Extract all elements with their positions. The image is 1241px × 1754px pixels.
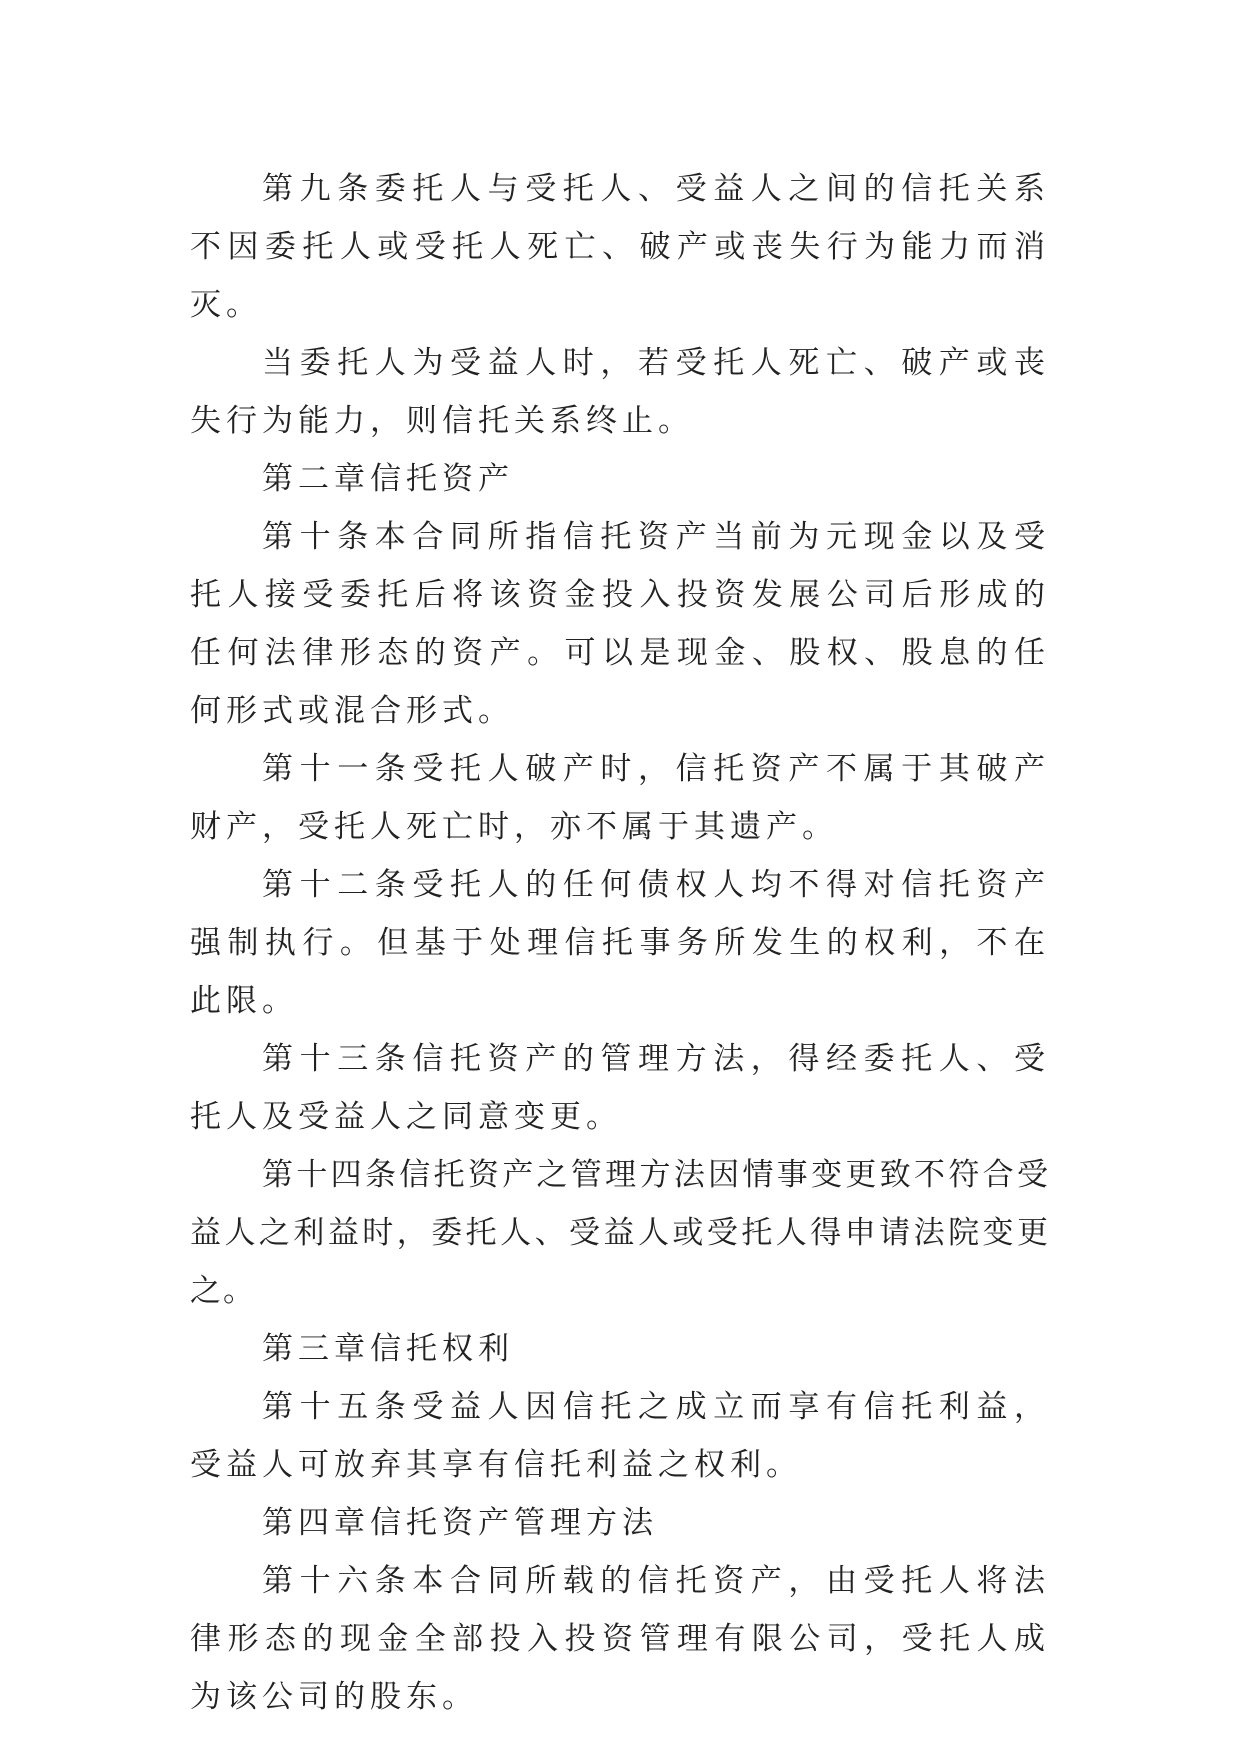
chapter-2-heading: 第二章信托资产 <box>262 461 514 497</box>
article-14-paragraph: 第十四条信托资产之管理方法因情事变更致不符合受益人之利益时，委托人、受益人或受托人得申请法院变更之。 <box>190 1157 1050 1309</box>
document-body <box>190 160 1050 1726</box>
article-12-paragraph: 第十二条受托人的任何债权人均不得对信托资产强制执行。但基于处理信托事务所发生的权利，不在此限。 <box>190 867 1050 1019</box>
article-10-paragraph: 第十条本合同所指信托资产当前为元现金以及受托人接受委托后将该资金投入投资发展公司后形成的任何法律形态的资产。可以是现金、股权、股息的任何形式或混合形式。 <box>190 519 1050 729</box>
chapter-3-heading: 第三章信托权利 <box>262 1331 514 1367</box>
article-13-paragraph: 第十三条信托资产的管理方法，得经委托人、受托人及受益人之同意变更。 <box>190 1041 1050 1135</box>
chapter-4-heading: 第四章信托资产管理方法 <box>262 1505 658 1541</box>
article-16-paragraph: 第十六条本合同所载的信托资产，由受托人将法律形态的现金全部投入投资管理有限公司，受托人成为该公司的股东。 <box>190 1563 1050 1715</box>
article-9-paragraph: 第九条委托人与受托人、受益人之间的信托关系不因委托人或受托人死亡、破产或丧失行为能力而消灭。 <box>190 171 1050 323</box>
article-9-clause-paragraph: 当委托人为受益人时，若受托人死亡、破产或丧失行为能力，则信托关系终止。 <box>190 345 1050 439</box>
article-11-paragraph: 第十一条受托人破产时，信托资产不属于其破产财产，受托人死亡时，亦不属于其遗产。 <box>190 751 1050 845</box>
article-15-paragraph: 第十五条受益人因信托之成立而享有信托利益，受益人可放弃其享有信托利益之权利。 <box>190 1389 1050 1483</box>
